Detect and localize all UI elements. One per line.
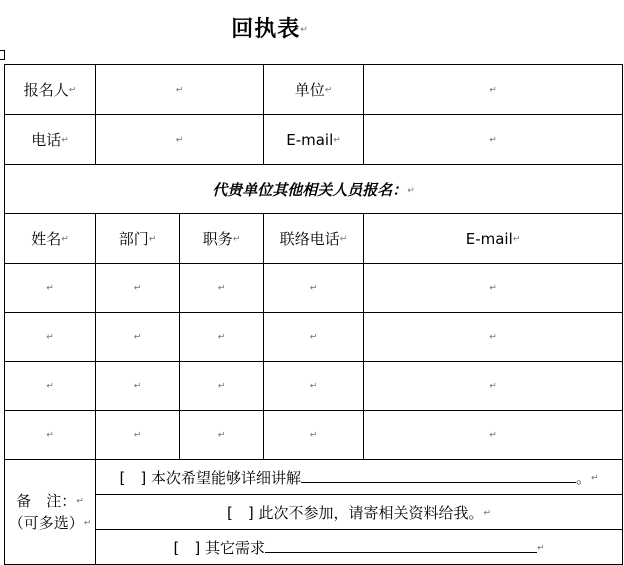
email-label: E-mail↵	[264, 115, 364, 165]
attendee-department-cell[interactable]: ↵	[96, 411, 180, 460]
phone-label: 电话↵	[5, 115, 96, 165]
contact-row	[5, 115, 623, 165]
remark-option-other-needs[interactable]: [ ] 其它需求 ↵	[96, 530, 623, 565]
attendee-position-cell[interactable]: ↵	[180, 264, 264, 313]
attendee-phone-cell[interactable]: ↵	[264, 411, 364, 460]
email-field[interactable]: ↵	[364, 115, 623, 165]
table-row	[5, 313, 623, 362]
column-header-department: 部门↵	[96, 214, 180, 264]
remark-option-send-materials[interactable]: [ ] 此次不参加，请寄相关资料给我。↵	[96, 495, 623, 530]
section-heading: 代贵单位其他相关人员报名：↵	[5, 165, 623, 214]
remark-row-3	[5, 530, 623, 565]
registrant-name-field[interactable]: ↵	[96, 65, 264, 115]
remark-option-detailed-explanation[interactable]: [ ] 本次希望能够详细讲解 。↵	[96, 460, 623, 495]
attendee-email-cell[interactable]: ↵	[364, 313, 623, 362]
attendee-name-cell[interactable]: ↵	[5, 362, 96, 411]
table-row	[5, 411, 623, 460]
attendee-name-cell[interactable]: ↵	[5, 313, 96, 362]
remarks-label-line2: （可多选）↵	[8, 514, 92, 532]
page-title	[0, 12, 540, 43]
attendee-position-cell[interactable]: ↵	[180, 313, 264, 362]
attendee-name-cell[interactable]: ↵	[5, 411, 96, 460]
remark-row-2	[5, 495, 623, 530]
column-header-phone: 联络电话↵	[264, 214, 364, 264]
attendee-phone-cell[interactable]: ↵	[264, 313, 364, 362]
unit-field[interactable]: ↵	[364, 65, 623, 115]
attendee-department-cell[interactable]: ↵	[96, 264, 180, 313]
registration-form-table	[4, 64, 623, 565]
attendee-name-cell[interactable]: ↵	[5, 264, 96, 313]
column-header-name: 姓名↵	[5, 214, 96, 264]
remarks-label-line1: 备 注：↵	[16, 491, 84, 510]
attendee-position-cell[interactable]: ↵	[180, 362, 264, 411]
attendee-email-cell[interactable]: ↵	[364, 264, 623, 313]
registrant-row	[5, 65, 623, 115]
attendee-position-cell[interactable]: ↵	[180, 411, 264, 460]
phone-field[interactable]: ↵	[96, 115, 264, 165]
unit-label: 单位↵	[264, 65, 364, 115]
paragraph-mark-icon: ↵	[300, 25, 309, 35]
remark-row-1	[5, 460, 623, 495]
remarks-label	[5, 460, 96, 565]
title-text: 回执表	[231, 16, 301, 42]
table-row	[5, 264, 623, 313]
table-handle-icon	[0, 50, 5, 60]
attendee-phone-cell[interactable]: ↵	[264, 264, 364, 313]
column-header-email: E-mail↵	[364, 214, 623, 264]
attendee-header-row	[5, 214, 623, 264]
registrant-name-label: 报名人↵	[5, 65, 96, 115]
section-heading-row	[5, 165, 623, 214]
attendee-phone-cell[interactable]: ↵	[264, 362, 364, 411]
attendee-department-cell[interactable]: ↵	[96, 313, 180, 362]
table-row	[5, 362, 623, 411]
attendee-email-cell[interactable]: ↵	[364, 362, 623, 411]
attendee-email-cell[interactable]: ↵	[364, 411, 623, 460]
attendee-department-cell[interactable]: ↵	[96, 362, 180, 411]
column-header-position: 职务↵	[180, 214, 264, 264]
